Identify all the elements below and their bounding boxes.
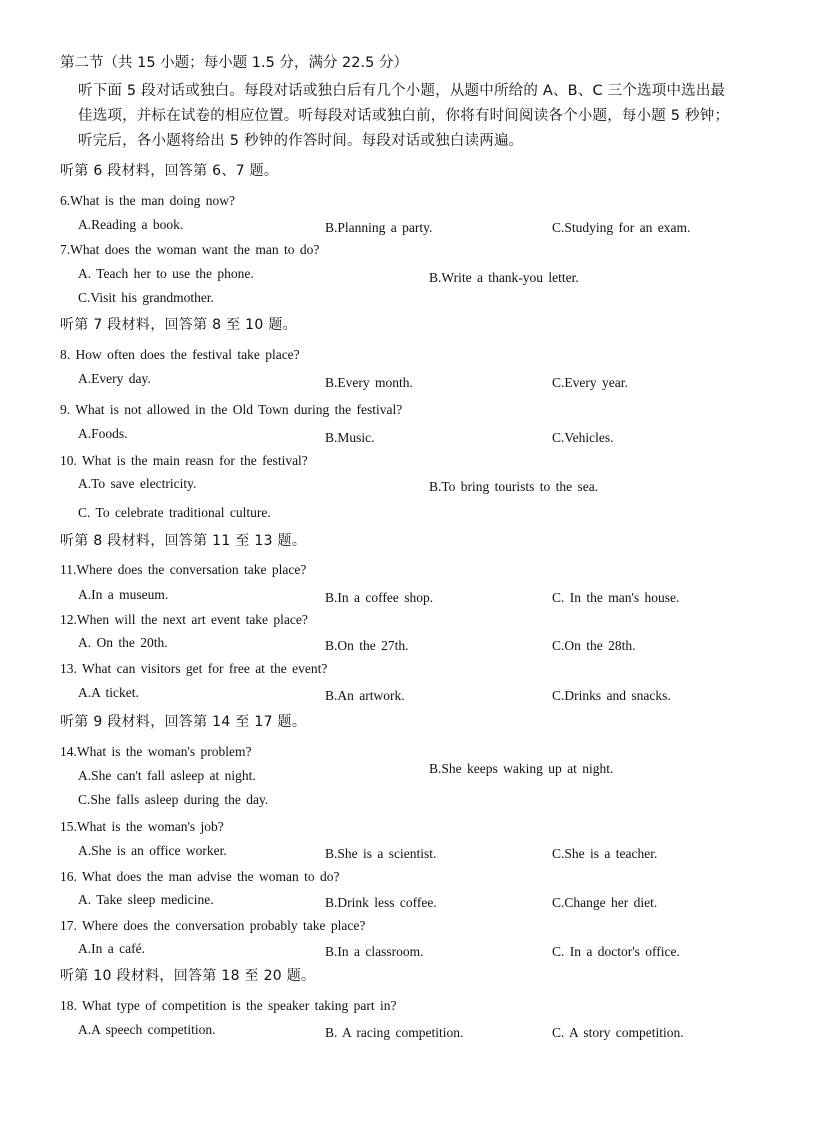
question-text: 17. Where does the conversation probably take place? <box>60 918 366 933</box>
question-text: 6.What is the man doing now? <box>60 193 235 208</box>
option-a[interactable]: A.In a museum. <box>78 587 169 602</box>
question-text: 16. What does the man advise the woman to do? <box>60 869 340 884</box>
option-a[interactable]: A. On the 20th. <box>78 635 168 650</box>
option-b[interactable]: B.An artwork. <box>325 688 405 703</box>
question-text: 14.What is the woman's problem? <box>60 744 252 759</box>
instruction-line: 听下面 5 段对话或独白。每段对话或独白后有几个小题，从题中所给的 A、B、C 三个选项中选出最 <box>78 83 726 99</box>
option-b[interactable]: B.Planning a party. <box>325 220 433 235</box>
instruction-line: 佳选项，并标在试卷的相应位置。听每段对话或独白前，你将有时间阅读各个小题，每小题 5 秒钟； <box>78 108 730 124</box>
option-b[interactable]: B.Write a thank-you letter. <box>429 270 579 285</box>
option-a[interactable]: A.She can't fall asleep at night. <box>78 768 256 783</box>
question-text: 13. What can visitors get for free at the event? <box>60 661 328 676</box>
option-a[interactable]: A.A speech competition. <box>78 1022 216 1037</box>
option-b[interactable]: B.She is a scientist. <box>325 846 437 861</box>
group-heading: 听第 7 段材料，回答第 8 至 10 题。 <box>60 317 297 333</box>
question-text: 10. What is the main reasn for the festival? <box>60 453 308 468</box>
option-c[interactable]: C. A story competition. <box>552 1025 684 1040</box>
option-c[interactable]: C.She falls asleep during the day. <box>78 792 269 807</box>
option-c[interactable]: C.Change her diet. <box>552 895 658 910</box>
option-a[interactable]: A. Take sleep medicine. <box>78 892 214 907</box>
option-c[interactable]: C.Every year. <box>552 375 628 390</box>
question-text: 12.When will the next art event take place? <box>60 612 308 627</box>
option-b[interactable]: B.In a classroom. <box>325 944 424 959</box>
option-a[interactable]: A.A ticket. <box>78 685 139 700</box>
option-c[interactable]: C. In the man's house. <box>552 590 680 605</box>
option-b[interactable]: B.On the 27th. <box>325 638 409 653</box>
option-a[interactable]: A.She is an office worker. <box>78 843 227 858</box>
option-c[interactable]: C.Drinks and snacks. <box>552 688 671 703</box>
question-text: 11.Where does the conversation take place? <box>60 562 307 577</box>
option-c[interactable]: C.Visit his grandmother. <box>78 290 214 305</box>
option-a[interactable]: A.In a café. <box>78 941 145 956</box>
group-heading: 听第 10 段材料，回答第 18 至 20 题。 <box>60 968 316 984</box>
option-b[interactable]: B.Music. <box>325 430 375 445</box>
question-text: 7.What does the woman want the man to do? <box>60 242 320 257</box>
instruction-line: 听完后，各小题将给出 5 秒钟的作答时间。每段对话或独白读两遍。 <box>78 133 524 149</box>
option-b[interactable]: B.To bring tourists to the sea. <box>429 479 599 494</box>
group-heading: 听第 8 段材料，回答第 11 至 13 题。 <box>60 533 307 549</box>
option-c[interactable]: C. In a doctor's office. <box>552 944 680 959</box>
question-text: 15.What is the woman's job? <box>60 819 224 834</box>
option-c[interactable]: C.Vehicles. <box>552 430 614 445</box>
option-a[interactable]: A.To save electricity. <box>78 476 197 491</box>
option-c[interactable]: C.She is a teacher. <box>552 846 658 861</box>
option-b[interactable]: B.Every month. <box>325 375 413 390</box>
section-title: 第二节（共 15 小题；每小题 1.5 分，满分 22.5 分） <box>60 55 408 71</box>
question-text: 8. How often does the festival take place? <box>60 347 300 362</box>
option-a[interactable]: A.Foods. <box>78 426 128 441</box>
option-b[interactable]: B.She keeps waking up at night. <box>429 761 614 776</box>
option-a[interactable]: A.Every day. <box>78 371 151 386</box>
option-b[interactable]: B.In a coffee shop. <box>325 590 434 605</box>
option-c[interactable]: C.On the 28th. <box>552 638 636 653</box>
question-text: 9. What is not allowed in the Old Town during the festival? <box>60 402 403 417</box>
option-c[interactable]: C.Studying for an exam. <box>552 220 691 235</box>
option-a[interactable]: A.Reading a book. <box>78 217 184 232</box>
group-heading: 听第 6 段材料，回答第 6、7 题。 <box>60 163 279 179</box>
option-c[interactable]: C. To celebrate traditional culture. <box>78 505 271 520</box>
question-text: 18. What type of competition is the speaker taking part in? <box>60 998 397 1013</box>
option-b[interactable]: B. A racing competition. <box>325 1025 464 1040</box>
option-a[interactable]: A. Teach her to use the phone. <box>78 266 254 281</box>
option-b[interactable]: B.Drink less coffee. <box>325 895 437 910</box>
group-heading: 听第 9 段材料，回答第 14 至 17 题。 <box>60 714 307 730</box>
